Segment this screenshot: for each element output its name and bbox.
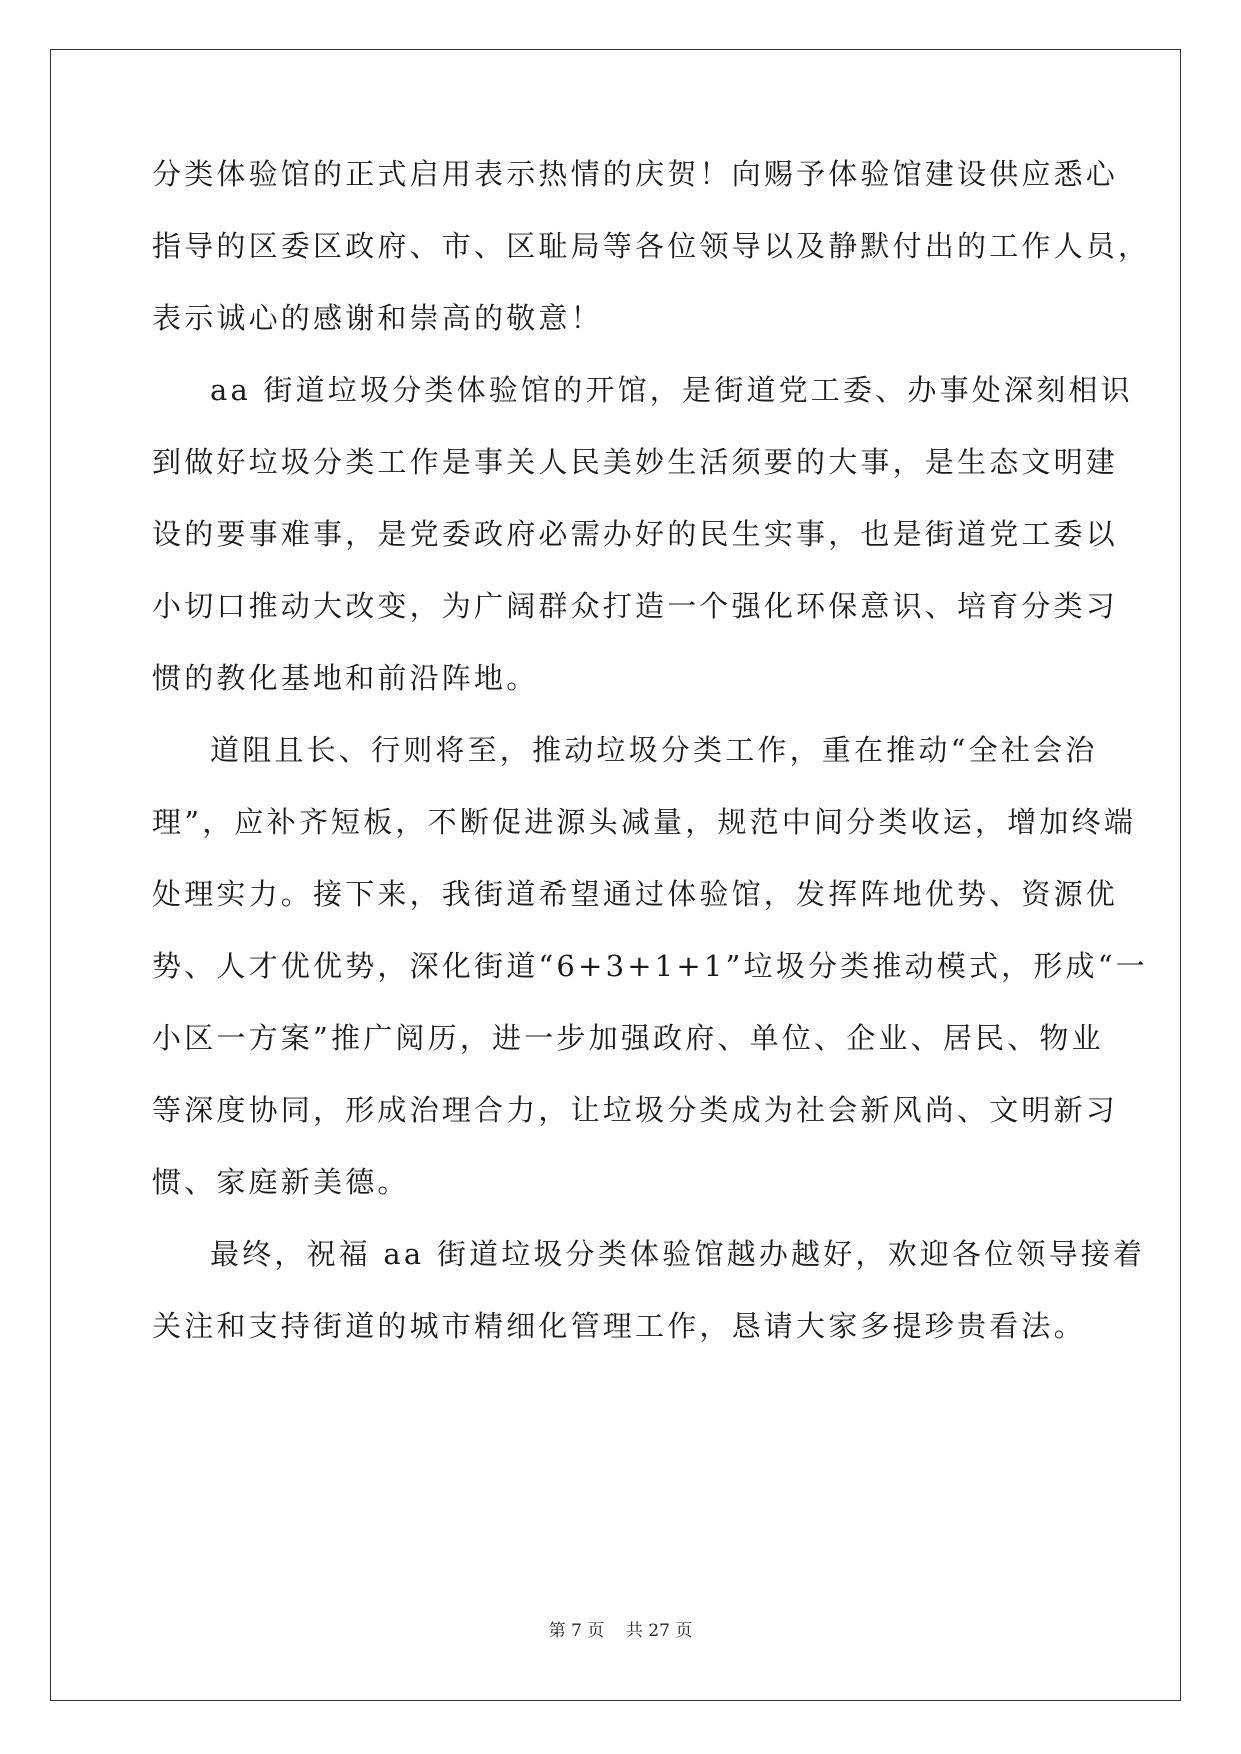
- text-line: 理”，应补齐短板，不断促进源头减量，规范中间分类收运，增加终端: [152, 805, 1137, 839]
- text-line: 小切口推动大改变，为广阔群众打造一个强化环保意识、培育分类习: [152, 589, 1119, 623]
- text-line: 势、人才优优势，深化街道“6+3+1+1”垃圾分类推动模式，形成“一: [152, 949, 1148, 983]
- text-line: 最终，祝福 aa 街道垃圾分类体验馆越办越好，欢迎各位领导接着: [210, 1237, 1146, 1271]
- text-line: 小区一方案”推广阅历，进一步加强政府、单位、企业、居民、物业: [152, 1021, 1104, 1055]
- text-line: 惯、家庭新美德。: [152, 1165, 410, 1199]
- text-line: 指导的区委区政府、市、区耻局等各位领导以及静默付出的工作人员，: [152, 229, 1151, 263]
- page-footer: 第 7 页 共 27 页: [548, 1621, 693, 1641]
- text-line: 处理实力。接下来，我街道希望通过体验馆，发挥阵地优势、资源优: [152, 877, 1119, 911]
- text-line: 等深度协同，形成治理合力，让垃圾分类成为社会新风尚、文明新习: [152, 1093, 1119, 1127]
- text-line: 分类体验馆的正式启用表示热情的庆贺！向赐予体验馆建设供应悉心: [152, 157, 1119, 191]
- text-line: 到做好垃圾分类工作是事关人民美妙生活须要的大事，是生态文明建: [152, 445, 1119, 479]
- text-line: 设的要事难事，是党委政府必需办好的民生实事，也是街道党工委以: [152, 517, 1119, 551]
- text-line: aa 街道垃圾分类体验馆的开馆，是街道党工委、办事处深刻相识: [210, 373, 1133, 407]
- text-line: 关注和支持街道的城市精细化管理工作，恳请大家多提珍贵看法。: [152, 1309, 1086, 1343]
- text-line: 道阻且长、行则将至，推动垃圾分类工作，重在推动“全社会治: [210, 733, 1098, 767]
- text-line: 表示诚心的感谢和崇高的敬意！: [152, 301, 603, 335]
- text-line: 惯的教化基地和前沿阵地。: [152, 661, 539, 695]
